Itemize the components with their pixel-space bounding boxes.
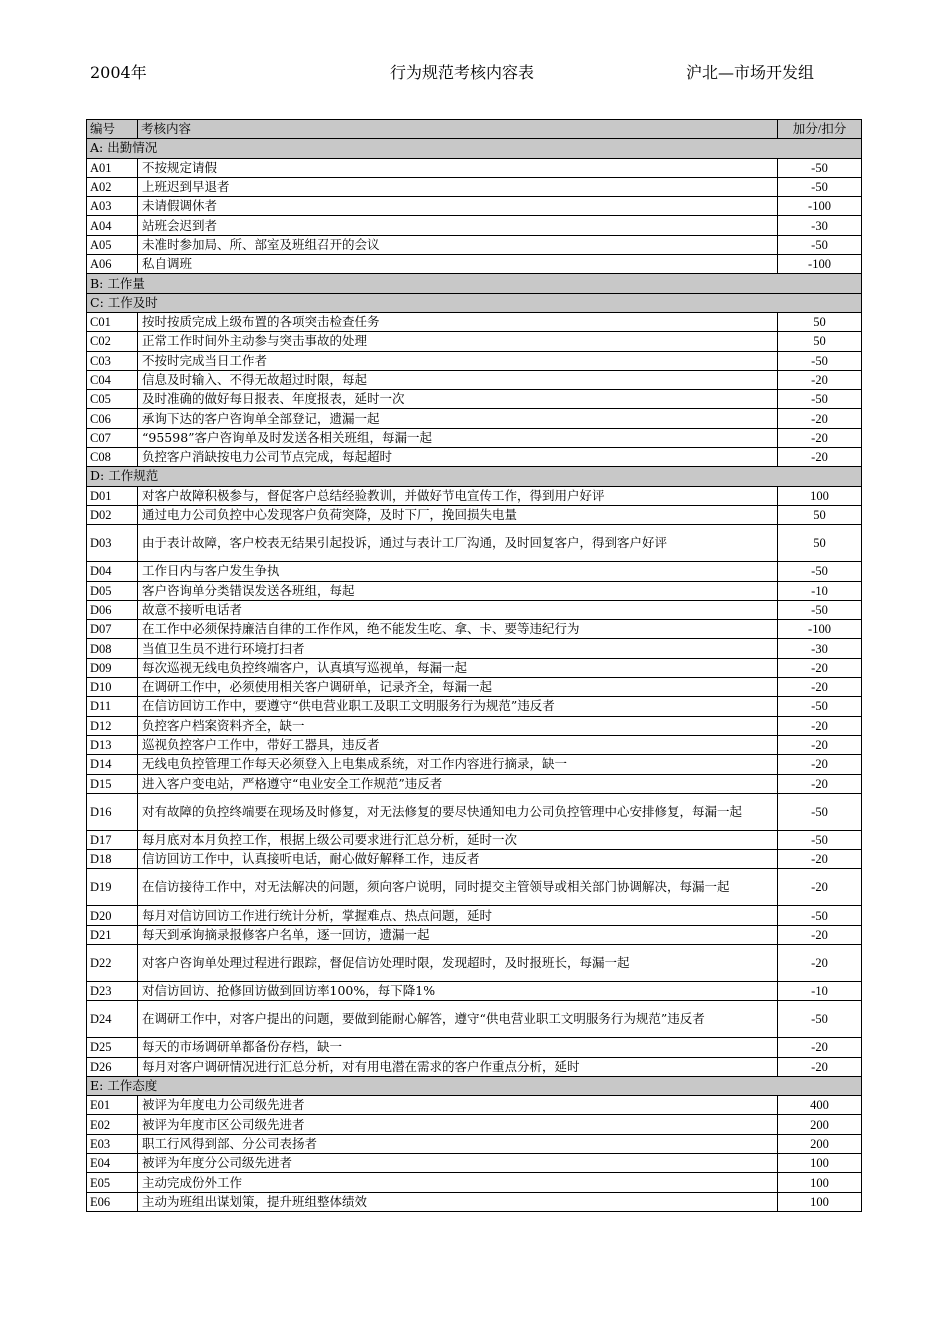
row-content: 在调研工作中，对客户提出的问题，要做到能耐心解答，遵守“供电营业职工文明服务行为规范”违反者: [138, 1001, 778, 1038]
row-content: 负控客户消缺按电力公司节点完成，每起超时: [138, 448, 778, 467]
table-row: [87, 1115, 862, 1134]
row-code: D18: [87, 850, 138, 869]
table-row: [87, 830, 862, 849]
column-header-content: 考核内容: [138, 120, 778, 139]
row-code: E03: [87, 1134, 138, 1153]
row-code: A05: [87, 235, 138, 254]
table-header-row: [87, 120, 862, 139]
row-score: -30: [778, 216, 862, 235]
row-score: -50: [778, 390, 862, 409]
row-score: -20: [778, 755, 862, 774]
row-code: E02: [87, 1115, 138, 1134]
row-content: 在信访回访工作中，要遵守“供电营业职工及职工文明服务行为规范”违反者: [138, 697, 778, 716]
assessment-table: [86, 119, 862, 1212]
table-row: [87, 850, 862, 869]
table-row: [87, 235, 862, 254]
row-score: -20: [778, 370, 862, 389]
row-content: 职工行风得到部、分公司表扬者: [138, 1134, 778, 1153]
row-score: -50: [778, 830, 862, 849]
row-score: -50: [778, 562, 862, 581]
row-code: D12: [87, 716, 138, 735]
row-score: -30: [778, 639, 862, 658]
row-content: 每月对信访回访工作进行统计分析，掌握难点、热点问题，延时: [138, 906, 778, 925]
row-score: 50: [778, 525, 862, 562]
table-row: [87, 448, 862, 467]
table-row: [87, 944, 862, 981]
row-content: 对客户故障积极参与，督促客户总结经验教训，并做好节电宣传工作，得到用户好评: [138, 486, 778, 505]
row-code: D11: [87, 697, 138, 716]
row-content: 站班会迟到者: [138, 216, 778, 235]
row-content: 不按时完成当日工作者: [138, 351, 778, 370]
assessment-table-body: [87, 120, 862, 1212]
row-content: 不按规定请假: [138, 158, 778, 177]
row-content: “95598”客户咨询单及时发送各相关班组，每漏一起: [138, 428, 778, 447]
table-row: [87, 505, 862, 524]
row-code: D20: [87, 906, 138, 925]
row-code: C06: [87, 409, 138, 428]
row-content: 由于表计故障，客户校表无结果引起投诉，通过与表计工厂沟通，及时回复客户，得到客户好评: [138, 525, 778, 562]
row-score: -50: [778, 600, 862, 619]
table-row: [87, 255, 862, 274]
section-label: E: 工作态度: [87, 1076, 862, 1095]
row-content: 在信访接待工作中，对无法解决的问题，须向客户说明，同时提交主管领导或相关部门协调解决，每漏一起: [138, 869, 778, 906]
row-score: -20: [778, 869, 862, 906]
row-code: D19: [87, 869, 138, 906]
row-content: 负控客户档案资料齐全，缺一: [138, 716, 778, 735]
row-content: 上班迟到早退者: [138, 177, 778, 196]
row-score: 100: [778, 1154, 862, 1173]
row-code: D22: [87, 944, 138, 981]
row-content: 及时准确的做好每日报表、年度报表，延时一次: [138, 390, 778, 409]
row-score: 200: [778, 1134, 862, 1153]
row-score: -100: [778, 197, 862, 216]
row-content: 主动为班组出谋划策，提升班组整体绩效: [138, 1192, 778, 1211]
row-content: 正常工作时间外主动参与突击事故的处理: [138, 332, 778, 351]
row-content: 当值卫生员不进行环境打扫者: [138, 639, 778, 658]
row-code: D02: [87, 505, 138, 524]
row-content: 承询下达的客户咨询单全部登记，遗漏一起: [138, 409, 778, 428]
row-score: -20: [778, 774, 862, 793]
row-code: E06: [87, 1192, 138, 1211]
row-code: D13: [87, 735, 138, 754]
row-code: A02: [87, 177, 138, 196]
section-label: D: 工作规范: [87, 467, 862, 486]
row-content: 对信访回访、抢修回访做到回访率100%，每下降1%: [138, 981, 778, 1000]
row-content: 工作日内与客户发生争执: [138, 562, 778, 581]
table-row: [87, 332, 862, 351]
row-code: C07: [87, 428, 138, 447]
section-row: [87, 293, 862, 312]
row-code: D15: [87, 774, 138, 793]
table-row: [87, 390, 862, 409]
table-row: [87, 869, 862, 906]
row-code: C01: [87, 312, 138, 331]
column-header-score: 加分/扣分: [778, 120, 862, 139]
row-content: 巡视负控客户工作中，带好工器具，违反者: [138, 735, 778, 754]
row-content: 被评为年度市区公司级先进者: [138, 1115, 778, 1134]
row-code: D08: [87, 639, 138, 658]
row-content: 在调研工作中，必须使用相关客户调研单，记录齐全，每漏一起: [138, 678, 778, 697]
row-code: A06: [87, 255, 138, 274]
table-row: [87, 1038, 862, 1057]
row-code: D26: [87, 1057, 138, 1076]
row-code: D01: [87, 486, 138, 505]
row-content: 按时按质完成上级布置的各项突击检查任务: [138, 312, 778, 331]
table-row: [87, 620, 862, 639]
row-score: -20: [778, 735, 862, 754]
section-row: [87, 139, 862, 158]
row-score: -50: [778, 906, 862, 925]
table-row: [87, 581, 862, 600]
row-score: -20: [778, 658, 862, 677]
row-content: 对有故障的负控终端要在现场及时修复，对无法修复的要尽快通知电力公司负控管理中心安排修复，每漏一起: [138, 793, 778, 830]
row-code: D03: [87, 525, 138, 562]
row-score: -100: [778, 620, 862, 639]
row-score: -20: [778, 678, 862, 697]
table-row: [87, 562, 862, 581]
row-content: 客户咨询单分类错误发送各班组，每起: [138, 581, 778, 600]
table-row: [87, 925, 862, 944]
row-code: C02: [87, 332, 138, 351]
table-row: [87, 793, 862, 830]
table-row: [87, 158, 862, 177]
row-score: -20: [778, 944, 862, 981]
table-row: [87, 1173, 862, 1192]
section-row: [87, 274, 862, 293]
section-label: B: 工作量: [87, 274, 862, 293]
table-row: [87, 525, 862, 562]
row-score: -10: [778, 981, 862, 1000]
row-content: 通过电力公司负控中心发现客户负荷突降，及时下厂，挽回损失电量: [138, 505, 778, 524]
table-row: [87, 600, 862, 619]
section-row: [87, 1076, 862, 1095]
row-score: 400: [778, 1096, 862, 1115]
table-row: [87, 678, 862, 697]
row-score: -20: [778, 409, 862, 428]
row-code: A01: [87, 158, 138, 177]
row-score: 100: [778, 1192, 862, 1211]
table-row: [87, 428, 862, 447]
row-score: -100: [778, 255, 862, 274]
table-row: [87, 658, 862, 677]
row-code: C05: [87, 390, 138, 409]
table-row: [87, 177, 862, 196]
row-content: 被评为年度分公司级先进者: [138, 1154, 778, 1173]
table-row: [87, 755, 862, 774]
table-row: [87, 735, 862, 754]
table-row: [87, 312, 862, 331]
row-score: 100: [778, 1173, 862, 1192]
column-header-code: 编号: [87, 120, 138, 139]
row-code: D09: [87, 658, 138, 677]
table-row: [87, 409, 862, 428]
row-score: -50: [778, 351, 862, 370]
table-row: [87, 639, 862, 658]
row-content: 进入客户变电站，严格遵守“电业安全工作规范”违反者: [138, 774, 778, 793]
row-code: E05: [87, 1173, 138, 1192]
row-code: D10: [87, 678, 138, 697]
row-code: A03: [87, 197, 138, 216]
table-row: [87, 1057, 862, 1076]
row-code: D23: [87, 981, 138, 1000]
row-content: 被评为年度电力公司级先进者: [138, 1096, 778, 1115]
table-row: [87, 774, 862, 793]
row-score: -50: [778, 235, 862, 254]
row-content: 无线电负控管理工作每天必须登入上电集成系统，对工作内容进行摘录，缺一: [138, 755, 778, 774]
row-content: 私自调班: [138, 255, 778, 274]
page-header: [0, 60, 950, 84]
table-row: [87, 1134, 862, 1153]
row-code: D17: [87, 830, 138, 849]
table-row: [87, 197, 862, 216]
row-code: D06: [87, 600, 138, 619]
row-code: D04: [87, 562, 138, 581]
row-content: 故意不接听电话者: [138, 600, 778, 619]
row-score: -50: [778, 177, 862, 196]
table-row: [87, 1154, 862, 1173]
section-label: A: 出勤情况: [87, 139, 862, 158]
section-label: C: 工作及时: [87, 293, 862, 312]
header-group: 沪北—市场开发组: [686, 63, 815, 82]
row-score: -20: [778, 1057, 862, 1076]
row-code: C04: [87, 370, 138, 389]
table-row: [87, 370, 862, 389]
row-score: 200: [778, 1115, 862, 1134]
table-row: [87, 216, 862, 235]
row-score: -20: [778, 428, 862, 447]
row-code: D21: [87, 925, 138, 944]
table-row: [87, 697, 862, 716]
row-content: 每天的市场调研单都备份存档，缺一: [138, 1038, 778, 1057]
row-content: 每月对客户调研情况进行汇总分析，对有用电潜在需求的客户作重点分析，延时: [138, 1057, 778, 1076]
row-code: D07: [87, 620, 138, 639]
row-code: D14: [87, 755, 138, 774]
row-content: 每月底对本月负控工作，根据上级公司要求进行汇总分析，延时一次: [138, 830, 778, 849]
row-content: 信息及时输入、不得无故超过时限，每起: [138, 370, 778, 389]
row-content: 每次巡视无线电负控终端客户，认真填写巡视单，每漏一起: [138, 658, 778, 677]
row-score: -20: [778, 850, 862, 869]
row-score: -20: [778, 716, 862, 735]
header-year: 2004年: [90, 63, 147, 82]
table-row: [87, 981, 862, 1000]
table-row: [87, 1001, 862, 1038]
row-code: D25: [87, 1038, 138, 1057]
table-row: [87, 486, 862, 505]
row-score: -50: [778, 793, 862, 830]
table-row: [87, 351, 862, 370]
section-row: [87, 467, 862, 486]
row-score: -10: [778, 581, 862, 600]
row-content: 在工作中必须保持廉洁自律的工作作风，绝不能发生吃、拿、卡、要等违纪行为: [138, 620, 778, 639]
row-score: 50: [778, 332, 862, 351]
row-code: C03: [87, 351, 138, 370]
row-score: -50: [778, 1001, 862, 1038]
row-score: -20: [778, 448, 862, 467]
row-code: E04: [87, 1154, 138, 1173]
row-content: 每天到承询摘录报修客户名单，逐一回访，遗漏一起: [138, 925, 778, 944]
row-score: -50: [778, 697, 862, 716]
row-code: C08: [87, 448, 138, 467]
table-row: [87, 1192, 862, 1211]
row-score: 50: [778, 312, 862, 331]
row-score: -50: [778, 158, 862, 177]
page-title: 行为规范考核内容表: [390, 63, 535, 82]
row-content: 主动完成份外工作: [138, 1173, 778, 1192]
row-code: D16: [87, 793, 138, 830]
table-row: [87, 1096, 862, 1115]
row-content: 信访回访工作中，认真接听电话，耐心做好解释工作，违反者: [138, 850, 778, 869]
row-score: -20: [778, 1038, 862, 1057]
table-row: [87, 906, 862, 925]
row-content: 未准时参加局、所、部室及班组召开的会议: [138, 235, 778, 254]
row-code: E01: [87, 1096, 138, 1115]
row-code: A04: [87, 216, 138, 235]
row-code: D24: [87, 1001, 138, 1038]
row-score: 100: [778, 486, 862, 505]
row-score: -20: [778, 925, 862, 944]
row-content: 对客户咨询单处理过程进行跟踪，督促信访处理时限，发现超时，及时报班长，每漏一起: [138, 944, 778, 981]
row-content: 未请假调休者: [138, 197, 778, 216]
row-score: 50: [778, 505, 862, 524]
table-row: [87, 716, 862, 735]
row-code: D05: [87, 581, 138, 600]
